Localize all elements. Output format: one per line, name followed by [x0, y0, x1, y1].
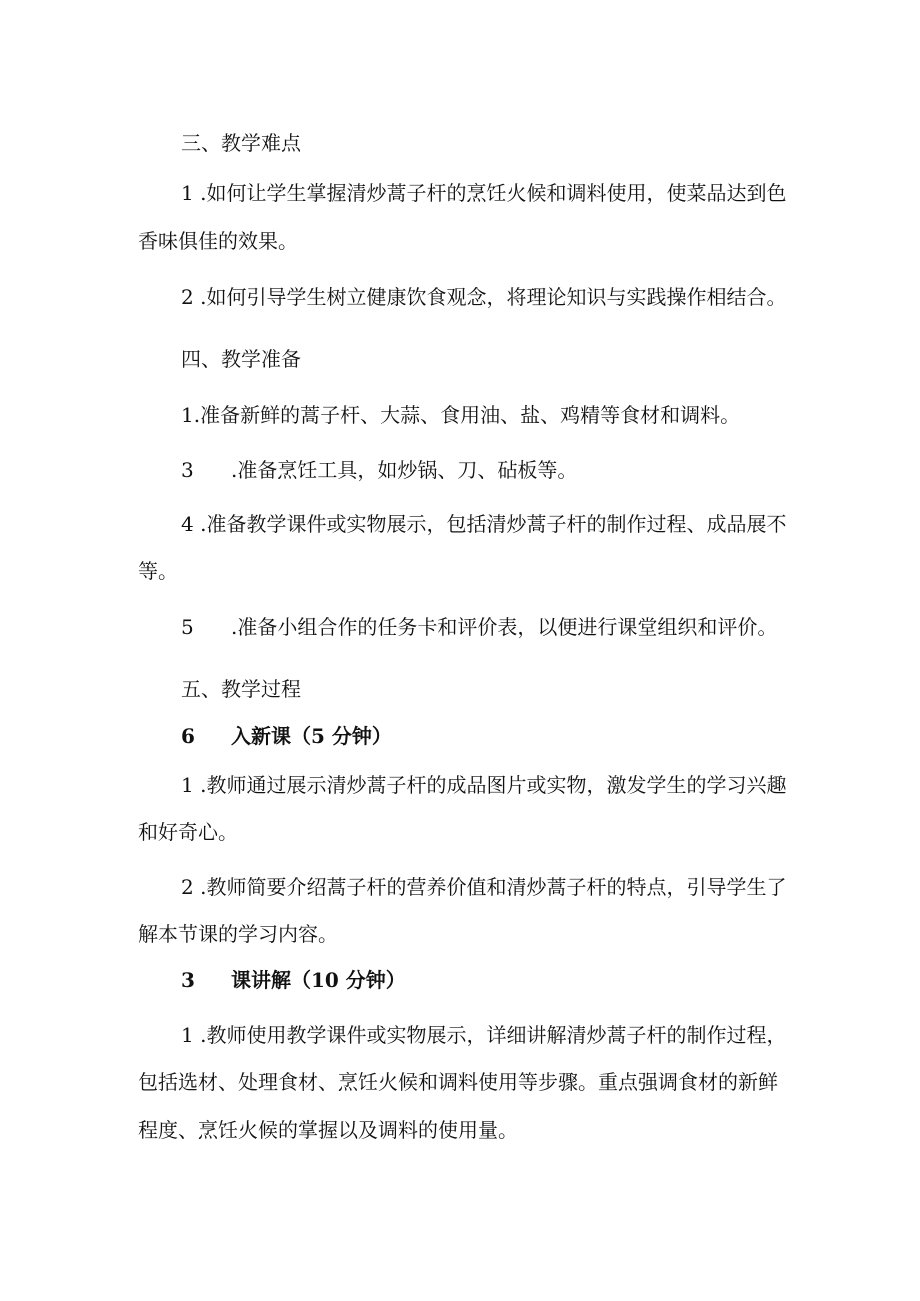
preparation-item-4-text: .准备小组合作的任务卡和评价表，以便进行课堂组织和评价。	[231, 615, 778, 639]
section-heading-teaching-process: 五、教学过程	[181, 677, 301, 701]
preparation-item-3-line-2: 等。	[138, 559, 178, 583]
process-step-1-number: 6	[181, 724, 195, 748]
step-1-item-1-line-1: 1 .教师通过展示清炒蒿子杆的成品图片或实物，激发学生的学习兴趣	[181, 773, 787, 797]
process-step-2-number: 3	[181, 968, 195, 992]
difficulty-item-1-line-1: 1 .如何让学生掌握清炒蒿子杆的烹饪火候和调料使用，使菜品达到色	[181, 181, 787, 205]
process-step-2-heading	[181, 966, 406, 994]
preparation-item-2	[181, 456, 577, 484]
step-2-item-1-line-1: 1 .教师使用教学课件或实物展示，详细讲解清炒蒿子杆的制作过程，	[181, 1023, 787, 1047]
preparation-item-1: 1.准备新鲜的蒿子杆、大蒜、食用油、盐、鸡精等食材和调料。	[181, 403, 741, 427]
step-1-item-2-line-1: 2 .教师简要介绍蒿子杆的营养价值和清炒蒿子杆的特点，引导学生了	[181, 875, 787, 899]
preparation-item-3-line-1: 4 .准备教学课件或实物展示，包括清炒蒿子杆的制作过程、成品展不	[181, 512, 787, 536]
step-2-item-1-line-2: 包括选材、处理食材、烹饪火候和调料使用等步骤。重点强调食材的新鲜	[138, 1070, 778, 1094]
difficulty-item-1-line-2: 香味俱佳的效果。	[138, 229, 298, 253]
process-step-1-title: 入新课（5 分钟）	[231, 724, 392, 748]
preparation-item-2-number: 3	[181, 458, 194, 482]
preparation-item-2-text: .准备烹饪工具，如炒锅、刀、砧板等。	[231, 458, 578, 482]
preparation-item-4-number: 5	[181, 615, 194, 639]
section-heading-teaching-preparation: 四、教学准备	[181, 347, 301, 371]
process-step-1-heading	[181, 722, 392, 750]
difficulty-item-2: 2 .如何引导学生树立健康饮食观念，将理论知识与实践操作相结合。	[181, 285, 787, 309]
preparation-item-4	[181, 613, 777, 641]
step-2-item-1-line-3: 程度、烹饪火候的掌握以及调料的使用量。	[138, 1118, 518, 1142]
section-heading-teaching-difficulties: 三、教学难点	[181, 131, 301, 155]
process-step-2-title: 课讲解（10 分钟）	[231, 968, 406, 992]
step-1-item-2-line-2: 解本节课的学习内容。	[138, 922, 338, 946]
step-1-item-1-line-2: 和好奇心。	[138, 820, 238, 844]
